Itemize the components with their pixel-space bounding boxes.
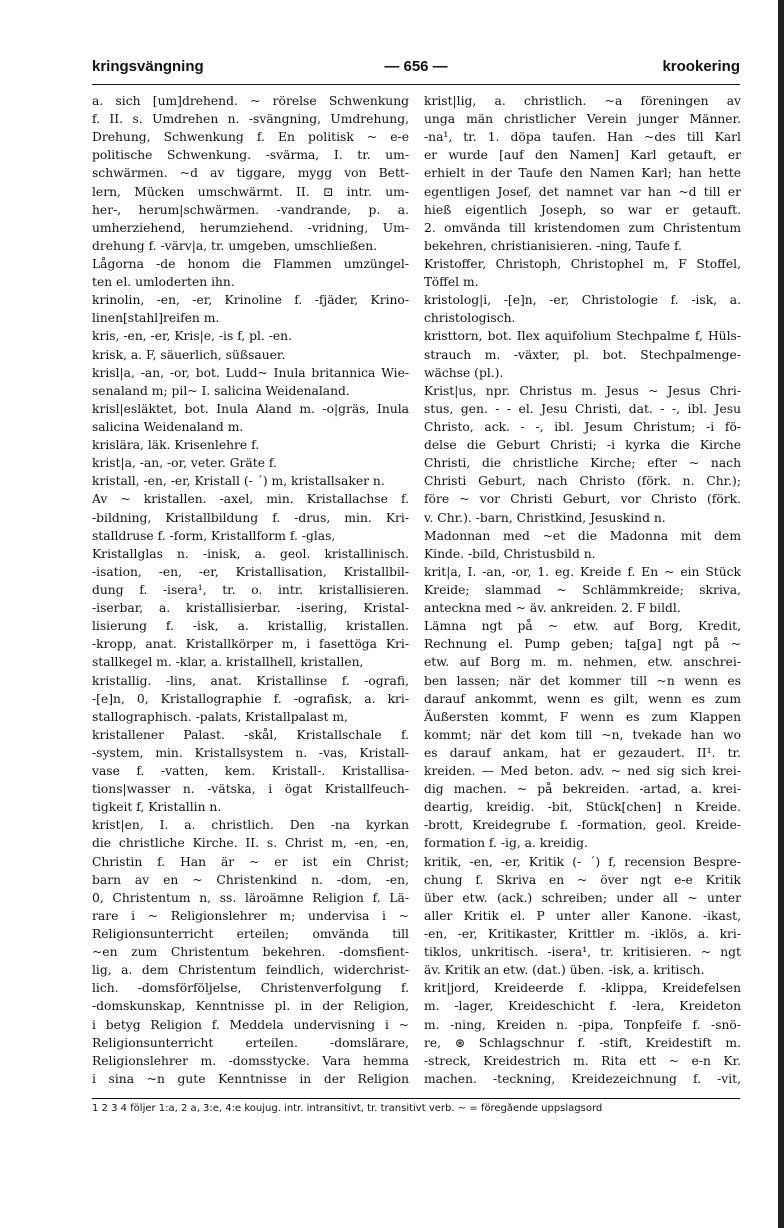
dictionary-line: stallographisch. -palats, Kristallpalast m, [92, 709, 348, 724]
dictionary-line: drehung f. -värv|a, tr. umgeben, umschließen. [92, 238, 378, 253]
dictionary-line: Lämna ngt på ~ etw. auf Borg, Kredit, [424, 619, 741, 634]
dictionary-line: es darauf ankam, hat er gezaudert. II¹. tr. [424, 745, 741, 760]
footer-rule [92, 1098, 740, 1099]
dictionary-line [92, 1088, 409, 1092]
dictionary-line: -iserbar, a. kristallisierbar. -isering, Kristal- [92, 601, 409, 616]
dictionary-line: Äußersten kommt, F wenn es zum Klappen [424, 709, 741, 724]
dictionary-line: kreiden. — Med beton. adv. ~ ned sig sich krei- [424, 764, 741, 779]
dictionary-line: Christi, die christliche Kirche; efter ~ nach [424, 456, 741, 471]
dictionary-line: krislära, läk. Krisenlehre f. [92, 438, 260, 453]
dictionary-line: krinolin, -en, -er, Krinoline f. -fjäder, Krino- [92, 293, 409, 308]
dictionary-line: Kristoffer, Christoph, Christophel m, F Stoffel, [424, 256, 741, 271]
dictionary-line: hieß eigentlich Joseph, so war er getauft. [424, 202, 741, 217]
dictionary-line: wächse (pl.). [424, 365, 504, 380]
dictionary-line: formation f. -ig, a. kreidig. [424, 836, 588, 851]
dictionary-line: 0, Christentum n, ss. läroämne Religion f. Lä- [92, 890, 409, 905]
dictionary-line: ~en zum Christentum bekehren. -domsfient- [92, 945, 409, 960]
dictionary-line: krit|a, I. -an, -or, 1. eg. Kreide f. En ~ ein Stück [424, 564, 741, 579]
dictionary-line: über etw. (ack.) schreiben; under all ~ unter [424, 890, 741, 905]
dictionary-line: Religionslehrer m. -domsstycke. Vara hemma [92, 1053, 409, 1068]
dictionary-line: machen. -teckning, Kreidezeichnung f. -vit, [424, 1071, 741, 1086]
dictionary-line: Religionsunterricht erteilen. -domslärare, [92, 1035, 409, 1050]
dictionary-line [424, 1088, 741, 1092]
dictionary-line: -[e]n, 0, Kristallographie f. -ografisk, a. kri- [92, 691, 409, 706]
dictionary-line: stus, gen. - - el. Jesu Christi, dat. - -, ibl. Jesu [424, 401, 741, 416]
dictionary-line: -streck, Kreidestrich m. Rita ett ~ e-n Kr. [424, 1053, 741, 1068]
dictionary-line: christologisch. [424, 311, 516, 326]
dictionary-line: tigkeit f, Kristallin n. [92, 800, 222, 815]
dictionary-line: bekehren, christianisieren. -ning, Taufe f. [424, 238, 682, 253]
dictionary-line: deartig, kreidig. -bit, Stück[chen] n Kreide. [424, 800, 741, 815]
dictionary-line: före ~ vor Christi Geburt, vor Christo (förk. [424, 492, 741, 507]
dictionary-line: kommt; när det kom till ~n, tvekade han wo [424, 727, 741, 742]
dictionary-line: i sina ~n gute Kenntnisse in der Religion [92, 1071, 409, 1086]
abbreviation-footer: 1 2 3 4 följer 1:a, 2 a, 3:e, 4:e koujug. intr. intransitivt, tr. transitivt verb. ~ = föregående uppslagsord [92, 1103, 603, 1114]
dictionary-line: kristolog|i, -[e]n, -er, Christologie f. -isk, a. [424, 293, 741, 308]
page-number: — 656 — [384, 58, 448, 75]
dictionary-line: kritik, -en, -er, Kritik (- ´) f, recension Bespre- [424, 854, 741, 869]
dictionary-line: Töffel m. [424, 275, 479, 290]
dictionary-line: delse die Geburt Christi; -i kyrka die Kirche [424, 438, 741, 453]
header-last-word: krookering [662, 58, 740, 75]
dictionary-line: strauch m. -växter, pl. bot. Stechpalmenge- [424, 347, 741, 362]
dictionary-line: -kropp, anat. Kristallkörper m, i fasettöga Kri- [92, 637, 409, 652]
dictionary-line: unga män christlicher Verein junger Männer. [424, 112, 741, 127]
dictionary-line: dig machen. ~ på bekreiden. -artad, a. krei- [424, 782, 741, 797]
dictionary-line: -na¹, tr. 1. döpa taufen. Han ~des till Karl [424, 130, 741, 145]
dictionary-line: f. II. s. Umdrehen n. -svängning, Umdrehung, [92, 112, 409, 127]
left-column [92, 92, 409, 1092]
dictionary-line: re, ⊛ Schlagschnur f. -stift, Kreidestift m. [424, 1035, 741, 1050]
header-first-word: kringsvängning [92, 58, 204, 75]
dictionary-line: die christliche Kirche. II. s. Christ m, -en, -en, [92, 836, 409, 851]
dictionary-line: linen[stahl]reifen m. [92, 311, 220, 326]
dictionary-line: -isation, -en, -er, Kristallisation, Kristallbil- [92, 564, 409, 579]
dictionary-line: kris, -en, -er, Kris|e, -is f, pl. -en. [92, 329, 293, 344]
dictionary-line: Lågorna -de honom die Flammen umzüngel- [92, 256, 409, 271]
dictionary-line: lern, Mücken umschwärmt. II. ⊡ intr. um- [92, 184, 409, 199]
dictionary-line: ten el. umloderten ihn. [92, 275, 235, 290]
dictionary-line: darauf ankommt, wenn es gilt, wenn es zum [424, 691, 741, 706]
dictionary-line: rare i ~ Religionslehrer m; undervisa i ~ [92, 908, 409, 923]
dictionary-line: lich. -domsförföljelse, Christenverfolgung f. [92, 981, 409, 996]
header-rule [92, 84, 740, 85]
dictionary-line: i betyg Religion f. Meddela undervisning i ~ [92, 1017, 409, 1032]
dictionary-line: Madonnan med ~et die Madonna mit dem [424, 528, 741, 543]
dictionary-line: Kinde. -bild, Christusbild n. [424, 546, 596, 561]
dictionary-line: -en, -er, Kritikaster, Krittler m. -iklös, a. kri- [424, 927, 741, 942]
dictionary-line: vase f. -vatten, kem. Kristall-. Kristallisa- [92, 764, 409, 779]
page-header [92, 58, 740, 82]
dictionary-line: krisk, a. F, säuerlich, süßsauer. [92, 347, 286, 362]
dictionary-line: -brott, Kreidegrube f. -formation, geol. Kreide- [424, 818, 741, 833]
dictionary-line: kristall, -en, -er, Kristall (- ´) m, kristallsaker n. [92, 474, 385, 489]
dictionary-line: krist|lig, a. christlich. ~a föreningen av [424, 94, 741, 108]
dictionary-line: Religionsunterricht erteilen; omvända till [92, 927, 409, 942]
dictionary-line: m. -lager, Kreideschicht f. -lera, Kreideton [424, 999, 741, 1014]
dictionary-line: tiklos, unkritisch. -isera¹, tr. kritisieren. ~ ngt [424, 945, 741, 960]
dictionary-line: Christo, ack. - -, ibl. Jesum Christum; -i fö- [424, 419, 741, 434]
dictionary-line: Rechnung el. Pump geben; ta[ga] ngt på ~ [424, 637, 741, 652]
dictionary-line: lisierung f. -isk, a. kristallig, kristallen. [92, 619, 409, 634]
dictionary-line: v. Chr.). -barn, Christkind, Jesuskind n. [424, 510, 666, 525]
dictionary-line: tions|wasser n. -vätska, i ögat Kristallfeuch- [92, 782, 409, 797]
dictionary-line: Christi Geburt, nach Christo (förk. n. Chr.); [424, 474, 741, 489]
dictionary-line: egentligen Josef, det namnet var han ~d till er [424, 184, 741, 199]
dictionary-line: senaland m; pil~ I. salicina Weidenaland. [92, 383, 350, 398]
dictionary-line: Kristallglas n. -inisk, a. geol. kristallinisch. [92, 546, 409, 561]
dictionary-line: 2. omvända till kristendomen zum Christentum [424, 220, 741, 235]
dictionary-line: krist|en, I. a. christlich. Den -na kyrkan [92, 818, 409, 833]
dictionary-line: äv. Kritik an etw. (dat.) üben. -isk, a. kritisch. [424, 963, 705, 978]
dictionary-line: politische Schwenkung. -svärma, I. tr. um- [92, 148, 409, 163]
dictionary-line: her-, herum|schwärmen. -vandrande, p. a. [92, 202, 409, 217]
dictionary-line: krisl|a, -an, -or, bot. Ludd~ Inula britannica Wie- [92, 365, 409, 380]
dictionary-line: Krist|us, npr. Christus m. Jesus ~ Jesus Chri- [424, 383, 741, 398]
dictionary-line: a. sich [um]drehend. ~ rörelse Schwenkung [92, 94, 409, 108]
dictionary-line: Christin f. Han är ~ er ist ein Christ; [92, 854, 409, 869]
dictionary-line: dung f. -isera¹, tr. o. intr. kristallisieren. [92, 582, 409, 597]
dictionary-line: er wurde [auf den Namen] Karl getauft, er [424, 148, 741, 163]
dictionary-line: Kreide; slammad ~ Schlämmkreide; skriva, [424, 582, 741, 597]
dictionary-line: krit|jord, Kreideerde f. -klippa, Kreidefelsen [424, 981, 741, 996]
dictionary-line: Drehung, Schwenkung f. En politisk ~ e-e [92, 130, 409, 145]
dictionary-line: -bildning, Kristallbildung f. -drus, min. Kri- [92, 510, 409, 525]
dictionary-line: stallkegel m. -klar, a. kristallhell, kristallen, [92, 655, 364, 670]
dictionary-line: umherziehend, herumziehend. -vridning, Um- [92, 220, 409, 235]
dictionary-line: aller Kritik el. P unter aller Kanone. -ikast, [424, 908, 741, 923]
dictionary-line: -domskunskap, Kenntnisse pl. in der Religion, [92, 999, 409, 1014]
dictionary-line: erhielt in der Taufe den Namen Karl; han hette [424, 166, 741, 181]
dictionary-line: lig, a. dem Christentum feindlich, widerchrist- [92, 963, 409, 978]
dictionary-line: krist|a, -an, -or, veter. Gräte f. [92, 456, 277, 471]
dictionary-line: ben lassen; när det kommer till ~n wenn es [424, 673, 741, 688]
dictionary-line: schwärmen. ~d av tiggare, mygg von Bett- [92, 166, 409, 181]
dictionary-line: m. -ning, Kreiden n. -pipa, Tonpfeife f. -snö- [424, 1017, 741, 1032]
dictionary-line: kristallener Palast. -skål, Kristallschale f. [92, 727, 409, 742]
dictionary-line: barn av en ~ Christenkind n. -dom, -en, [92, 872, 409, 887]
dictionary-line: stalldruse f. -form, Kristallform f. -glas, [92, 528, 336, 543]
dictionary-line: krisl|esläktet, bot. Inula Aland m. -o|gräs, Inula [92, 401, 409, 416]
dictionary-line: chung f. Skriva en ~ över ngt e-e Kritik [424, 872, 741, 887]
dictionary-line: kristallig. -lins, anat. Kristallinse f. -ografi, [92, 673, 409, 688]
dictionary-line: Av ~ kristallen. -axel, min. Kristallachse f. [92, 492, 409, 507]
right-column [424, 92, 741, 1092]
dictionary-line: anteckna med ~ äv. ankreiden. 2. F bildl. [424, 601, 681, 616]
dictionary-line: kristtorn, bot. Ilex aquifolium Stechpalme f, Hüls- [424, 329, 741, 344]
dictionary-line: -system, min. Kristallsystem n. -vas, Kristall- [92, 745, 409, 760]
dictionary-line: salicina Weidenaland m. [92, 419, 244, 434]
dictionary-line: etw. auf Borg m. m. nehmen, etw. anschrei- [424, 655, 741, 670]
